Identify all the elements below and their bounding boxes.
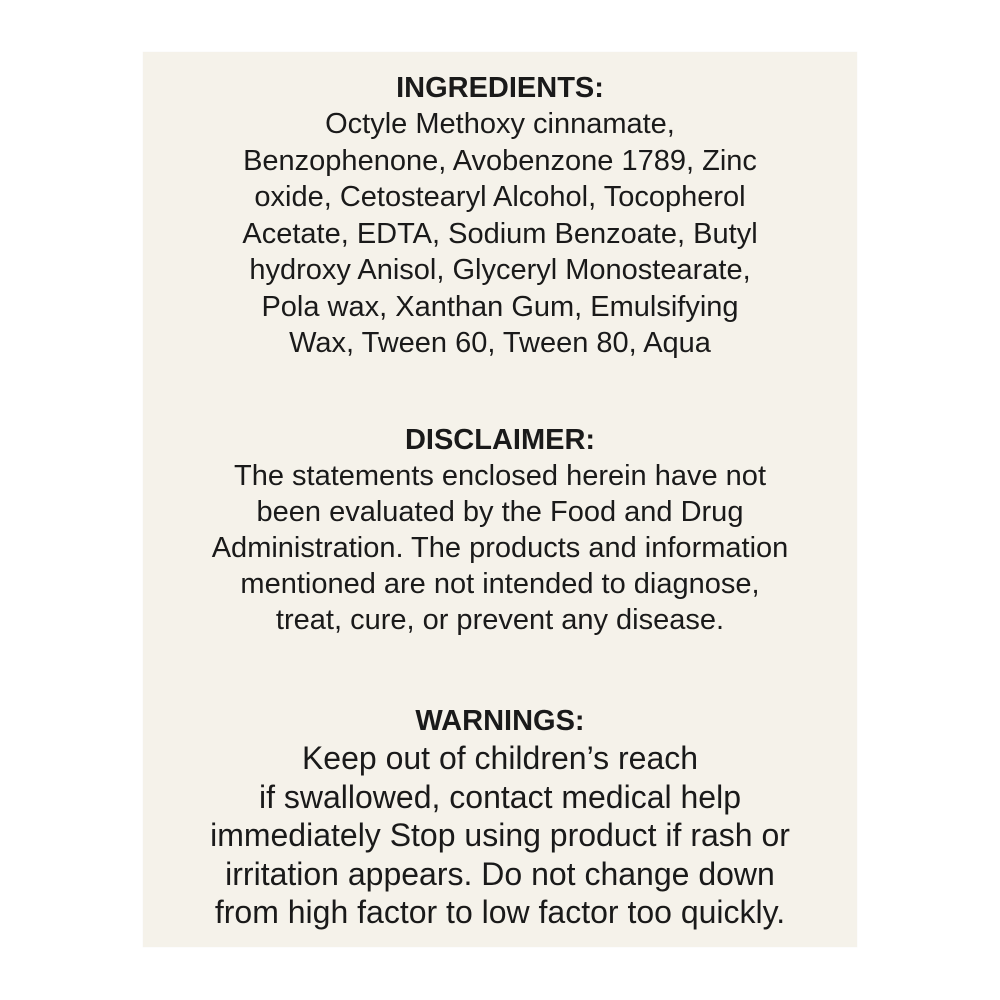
product-label-card [143,52,857,947]
ingredients-section [143,70,857,362]
disclaimer-line: Administration. The products and information [211,532,789,564]
warnings-line: irritation appears. Do not change down [225,855,775,892]
ingredients-line: Octyle Methoxy cinnamate, [325,108,675,140]
ingredients-heading: INGREDIENTS: [396,72,604,104]
ingredients-line: Pola wax, Xanthan Gum, Emulsifying [261,290,739,323]
disclaimer-section [143,422,857,638]
warnings-line: immediately Stop using product if rash or [210,817,790,853]
ingredients-line: oxide, Cetostearyl Alcohol, Tocopherol [254,181,746,213]
ingredients-line: Benzophenone, Avobenzone 1789, Zinc [243,144,757,177]
ingredients-line: hydroxy Anisol, Glyceryl Monostearate, [249,254,751,286]
ingredients-text [143,106,857,362]
warnings-section [143,703,857,932]
warnings-heading: WARNINGS: [415,705,585,737]
disclaimer-heading: DISCLAIMER: [404,424,596,456]
disclaimer-line: mentioned are not intended to diagnose, [240,568,760,600]
disclaimer-text [143,458,857,638]
disclaimer-line: treat, cure, or prevent any disease. [275,604,725,636]
ingredients-line: Wax, Tween 60, Tween 80, Aqua [289,327,711,359]
warnings-line: if swallowed, contact medical help [258,778,741,815]
ingredients-line: Acetate, EDTA, Sodium Benzoate, Butyl [242,217,758,250]
warnings-text [143,739,857,932]
disclaimer-line: The statements enclosed herein have not [234,460,766,492]
warnings-line: from high factor to low factor too quickly. [214,894,786,930]
disclaimer-line: been evaluated by the Food and Drug [256,496,744,528]
warnings-line: Keep out of children’s reach [301,740,699,776]
